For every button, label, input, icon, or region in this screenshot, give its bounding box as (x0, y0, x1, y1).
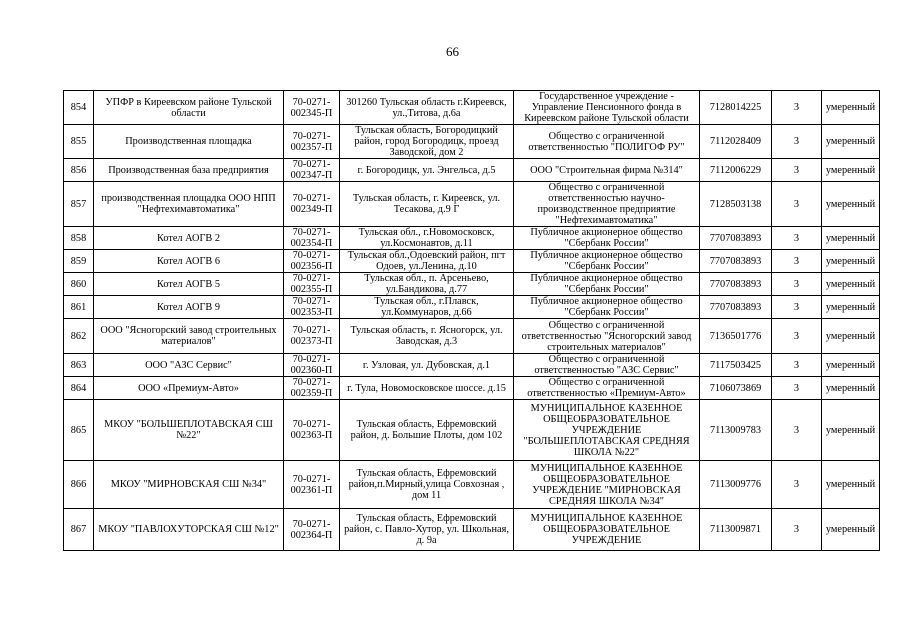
category-value: 3 (772, 377, 822, 400)
operator-name: Общество с ограниченной ответственностью "АЗС Сервис" (514, 354, 700, 377)
object-address: Тульская область, Богородицкий район, город Богородицк, проезд Заводской, дом 2 (340, 125, 514, 159)
risk-level: умеренный (822, 273, 880, 296)
table-row (64, 319, 880, 354)
operator-name: ООО "Строительная фирма №314" (514, 159, 700, 182)
registry-table (63, 90, 880, 551)
object-name: Котел АОГВ 5 (94, 273, 284, 296)
inn-value: 7106073869 (700, 377, 772, 400)
inn-value: 7113009871 (700, 509, 772, 551)
object-address: Тульская область, г. Ясногорск, ул. Заводская, д.3 (340, 319, 514, 354)
object-address: Тульская обл., г.Плавск, ул.Коммунаров, д.66 (340, 296, 514, 319)
object-code: 70-0271-002373-П (284, 319, 340, 354)
inn-value: 7136501776 (700, 319, 772, 354)
operator-name: Публичное акционерное общество "Сбербанк России" (514, 296, 700, 319)
object-address: Тульская область, г. Киреевск, ул. Тесакова, д.9 Г (340, 182, 514, 227)
object-code: 70-0271-002356-П (284, 250, 340, 273)
category-value: 3 (772, 319, 822, 354)
object-name: УПФР в Киреевском районе Тульской области (94, 91, 284, 125)
table-row (64, 509, 880, 551)
row-number: 866 (64, 461, 94, 509)
row-number: 861 (64, 296, 94, 319)
category-value: 3 (772, 273, 822, 296)
object-code: 70-0271-002361-П (284, 461, 340, 509)
object-address: Тульская область, Ефремовский район,п.Мирный,улица Совхозная , дом 11 (340, 461, 514, 509)
object-address: Тульская область, Ефремовский район, с. Павло-Хутор, ул. Школьная, д. 9а (340, 509, 514, 551)
table-row (64, 273, 880, 296)
category-value: 3 (772, 354, 822, 377)
inn-value: 7707083893 (700, 250, 772, 273)
risk-level: умеренный (822, 319, 880, 354)
object-code: 70-0271-002364-П (284, 509, 340, 551)
object-name: Производственная площадка (94, 125, 284, 159)
row-number: 860 (64, 273, 94, 296)
inn-value: 7112006229 (700, 159, 772, 182)
inn-value: 7113009776 (700, 461, 772, 509)
category-value: 3 (772, 250, 822, 273)
object-code: 70-0271-002354-П (284, 227, 340, 250)
operator-name: Общество с ограниченной ответственностью "Ясногорский завод строительных материалов" (514, 319, 700, 354)
risk-level: умеренный (822, 377, 880, 400)
row-number: 864 (64, 377, 94, 400)
row-number: 859 (64, 250, 94, 273)
inn-value: 7707083893 (700, 273, 772, 296)
object-code: 70-0271-002357-П (284, 125, 340, 159)
operator-name: Общество с ограниченной ответственностью "ПОЛИГОФ РУ" (514, 125, 700, 159)
table-row (64, 182, 880, 227)
risk-level: умеренный (822, 509, 880, 551)
object-address: г. Узловая, ул. Дубовская, д.1 (340, 354, 514, 377)
object-name: Котел АОГВ 2 (94, 227, 284, 250)
risk-level: умеренный (822, 125, 880, 159)
inn-value: 7113009783 (700, 400, 772, 461)
table-row (64, 377, 880, 400)
category-value: 3 (772, 509, 822, 551)
table-row (64, 250, 880, 273)
row-number: 858 (64, 227, 94, 250)
operator-name: Общество с ограниченной ответственностью научно-производственное предприятие "Нефтехимавтоматика" (514, 182, 700, 227)
object-address: г. Тула, Новомосковское шоссе. д.15 (340, 377, 514, 400)
table-row (64, 227, 880, 250)
object-address: Тульская обл., п. Арсеньево, ул.Бандикова, д.77 (340, 273, 514, 296)
row-number: 865 (64, 400, 94, 461)
operator-name: Государственное учреждение - Управление Пенсионного фонда в Киреевском районе Тульской области (514, 91, 700, 125)
table-row (64, 159, 880, 182)
table-body (64, 91, 880, 551)
object-code: 70-0271-002345-П (284, 91, 340, 125)
object-address: Тульская обл., г.Новомосковск, ул.Космонавтов, д.11 (340, 227, 514, 250)
risk-level: умеренный (822, 296, 880, 319)
operator-name: Публичное акционерное общество "Сбербанк России" (514, 227, 700, 250)
risk-level: умеренный (822, 400, 880, 461)
row-number: 856 (64, 159, 94, 182)
object-name: ООО "АЗС Сервис" (94, 354, 284, 377)
page-number: 66 (446, 44, 459, 59)
category-value: 3 (772, 125, 822, 159)
object-code: 70-0271-002353-П (284, 296, 340, 319)
category-value: 3 (772, 91, 822, 125)
risk-level: умеренный (822, 159, 880, 182)
category-value: 3 (772, 461, 822, 509)
operator-name: Общество с ограниченной ответственностью «Премиум-Авто» (514, 377, 700, 400)
row-number: 857 (64, 182, 94, 227)
risk-level: умеренный (822, 461, 880, 509)
table-row (64, 296, 880, 319)
category-value: 3 (772, 296, 822, 319)
object-name: МКОУ "МИРНОВСКАЯ СШ №34" (94, 461, 284, 509)
inn-value: 7707083893 (700, 296, 772, 319)
object-address: 301260 Тульская область г.Киреевск, ул.,Титова, д.6а (340, 91, 514, 125)
category-value: 3 (772, 159, 822, 182)
inn-value: 7128503138 (700, 182, 772, 227)
row-number: 854 (64, 91, 94, 125)
table-row (64, 461, 880, 509)
object-address: Тульская область, Ефремовский район, д. Большие Плоты, дом 102 (340, 400, 514, 461)
category-value: 3 (772, 227, 822, 250)
operator-name: МУНИЦИПАЛЬНОЕ КАЗЕННОЕ ОБЩЕОБРАЗОВАТЕЛЬНОЕ УЧРЕЖДЕНИЕ "БОЛЬШЕПЛОТАВСКАЯ СРЕДНЯЯ ШКОЛА №22" (514, 400, 700, 461)
object-address: Тульская обл.,Одоевский район, пгт Одоев, ул.Ленина, д.10 (340, 250, 514, 273)
object-name: МКОУ "БОЛЬШЕПЛОТАВСКАЯ СШ №22" (94, 400, 284, 461)
risk-level: умеренный (822, 354, 880, 377)
row-number: 867 (64, 509, 94, 551)
category-value: 3 (772, 182, 822, 227)
operator-name: МУНИЦИПАЛЬНОЕ КАЗЕННОЕ ОБЩЕОБРАЗОВАТЕЛЬНОЕ УЧРЕЖДЕНИЕ (514, 509, 700, 551)
risk-level: умеренный (822, 182, 880, 227)
row-number: 855 (64, 125, 94, 159)
table-row (64, 125, 880, 159)
risk-level: умеренный (822, 91, 880, 125)
inn-value: 7112028409 (700, 125, 772, 159)
object-code: 70-0271-002363-П (284, 400, 340, 461)
category-value: 3 (772, 400, 822, 461)
object-name: производственная площадка ООО НПП "Нефтехимавтоматика" (94, 182, 284, 227)
operator-name: Публичное акционерное общество "Сбербанк России" (514, 250, 700, 273)
operator-name: Публичное акционерное общество "Сбербанк России" (514, 273, 700, 296)
object-address: г. Богородицк, ул. Энгельса, д.5 (340, 159, 514, 182)
object-code: 70-0271-002349-П (284, 182, 340, 227)
object-name: Котел АОГВ 9 (94, 296, 284, 319)
object-name: ООО «Премиум-Авто» (94, 377, 284, 400)
object-name: ООО "Ясногорский завод строительных материалов" (94, 319, 284, 354)
row-number: 863 (64, 354, 94, 377)
risk-level: умеренный (822, 250, 880, 273)
operator-name: МУНИЦИПАЛЬНОЕ КАЗЕННОЕ ОБЩЕОБРАЗОВАТЕЛЬНОЕ УЧРЕЖДЕНИЕ "МИРНОВСКАЯ СРЕДНЯЯ ШКОЛА №34" (514, 461, 700, 509)
object-code: 70-0271-002355-П (284, 273, 340, 296)
inn-value: 7128014225 (700, 91, 772, 125)
object-code: 70-0271-002360-П (284, 354, 340, 377)
object-name: МКОУ "ПАВЛОХУТОРСКАЯ СШ №12" (94, 509, 284, 551)
row-number: 862 (64, 319, 94, 354)
object-code: 70-0271-002347-П (284, 159, 340, 182)
inn-value: 7707083893 (700, 227, 772, 250)
table-row (64, 91, 880, 125)
table-row (64, 354, 880, 377)
inn-value: 7117503425 (700, 354, 772, 377)
risk-level: умеренный (822, 227, 880, 250)
object-name: Котел АОГВ 6 (94, 250, 284, 273)
object-code: 70-0271-002359-П (284, 377, 340, 400)
object-name: Производственная база предприятия (94, 159, 284, 182)
table-row (64, 400, 880, 461)
